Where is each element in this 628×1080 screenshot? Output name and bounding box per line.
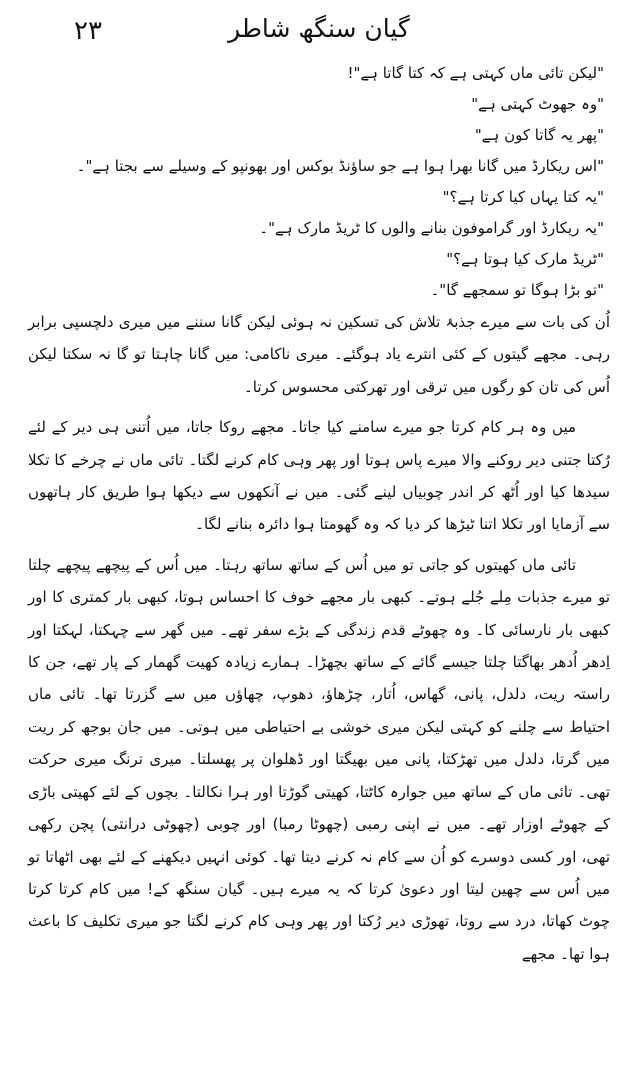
running-title: گیان سنگھ شاطر [228, 14, 410, 43]
page-header [28, 0, 610, 58]
dialogue-line: "ٹریڈ مارک کیا ہوتا ہے؟" [446, 250, 604, 268]
dialogue-line: "یہ کتا یہاں کیا کرتا ہے؟" [442, 188, 604, 206]
paragraph: اُن کی بات سے میرے جذبۂ تلاش کی تسکین نہ ہوئی لیکن گانا سننے میں میری دلچسپی برابر رہی۔ مجھے گیتوں کے کئی انترے یاد ہوگئے۔ میری ناکامی: میں گانا چاہتا تو گا نہ سکتا لیکن اُس کی تان کو رگوں میں ترقی اور تھرکتی محسوس کرتا۔ [28, 313, 610, 396]
dialogue-line: "تو بڑا ہوگا تو سمجھے گا"۔ [430, 281, 604, 299]
dialogue-line: "اس ریکارڈ میں گانا بھرا ہوا ہے جو ساؤنڈ بوکس اور بھونپو کے وسیلے سے بجتا ہے"۔ [76, 157, 604, 175]
dialogue-line: "یہ ریکارڈ اور گراموفون بنانے والوں کا ٹریڈ مارک ہے"۔ [259, 219, 604, 237]
page-body [28, 58, 610, 970]
page-number: ۲۳ [74, 16, 102, 46]
paragraph: میں وہ ہر کام کرتا جو میرے سامنے کیا جاتا۔ مجھے روکا جاتا، میں اُتنی ہی دیر کے لئے رُکتا جتنی دیر روکنے والا میرے پاس ہوتا اور پھر وہی کام کرنے لگتا۔ تائی ماں نے چرخے کا تکلا سیدھا کیا اور اُٹھ کر اندر چوبیاں لینے گئی۔ میں نے آنکھوں سے دیکھا ہوا طریق کار ہاتھوں سے آزمایا اور تکلا اتنا ٹیڑھا کر دیا کہ وہ گھومتا ہوا دائرہ بنانے لگا۔ [28, 418, 610, 534]
dialogue-line: "پھر یہ گاتا کون ہے" [474, 126, 604, 144]
dialogue-line: "وہ جھوٹ کہتی ہے" [471, 95, 604, 113]
paragraph: تائی ماں کھیتوں کو جاتی تو میں اُس کے ساتھ ساتھ رہتا۔ میں اُس کے پیچھے پیچھے چلتا تو میرے جذبات مِلے جُلے ہوتے۔ کبھی بار مجھے خوف کا احساس ہوتا، کبھی بار کمتری کا اور کبھی بار نارسائی کا۔ وہ چھوٹے قدم زندگی کے بڑے سفر تھے۔ میں گھر سے چہکتا، لہکتا اور اِدھر اُدھر بھاگتا چلتا جیسے گائے کے ساتھ بچھڑا۔ ہمارے زیادہ کھیت گھمار کے پار تھے، جن کا راستہ ریت، دلدل، پانی، گھاس، اُتار، چڑھاؤ، دھوپ، چھاؤں میں سے گزرتا تھا۔ تائی ماں احتیاط سے چلنے کو کہتی لیکن میری خوشی بے احتیاطی میں ہوتی۔ میں جان بوجھ کر ریت میں گرتا، دلدل میں تھڑکتا، پانی میں بھیگتا اور ڈھلوان پر پھسلتا۔ میری ترنگ میری حرکت تھی۔ تائی ماں کے ساتھ میں جوارہ کاٹتا، کھیتی گوڑتا اور ہرا نکالتا۔ بچوں کے لئے کھیتی باڑی کے چھوٹے اوزار تھے۔ میں نے اپنی رمبی (چھوٹا رمبا) اور چوبی (چھوٹی درانتی) پچن رکھی تھی، اور کسی دوسرے کو اُن سے کام نہ کرنے دیتا تھا۔ کوئی انہیں دیکھنے کے لئے بھی اٹھاتا تو میں اُس سے چھین لیتا اور دعویٰ کرتا کہ یہ میرے ہیں۔ گیان سنگھ کے! میں کام کرتا کرتا چوٹ کھاتا، درد سے روتا، تھوڑی دیر رُکتا اور پھر وہی کام کرنے لگتا جو میری تکلیف کا باعث ہوا تھا۔ مجھے [28, 555, 610, 963]
dialogue-line: "لیکن تائی ماں کہتی ہے کہ کتا گاتا ہے"! [347, 64, 604, 82]
